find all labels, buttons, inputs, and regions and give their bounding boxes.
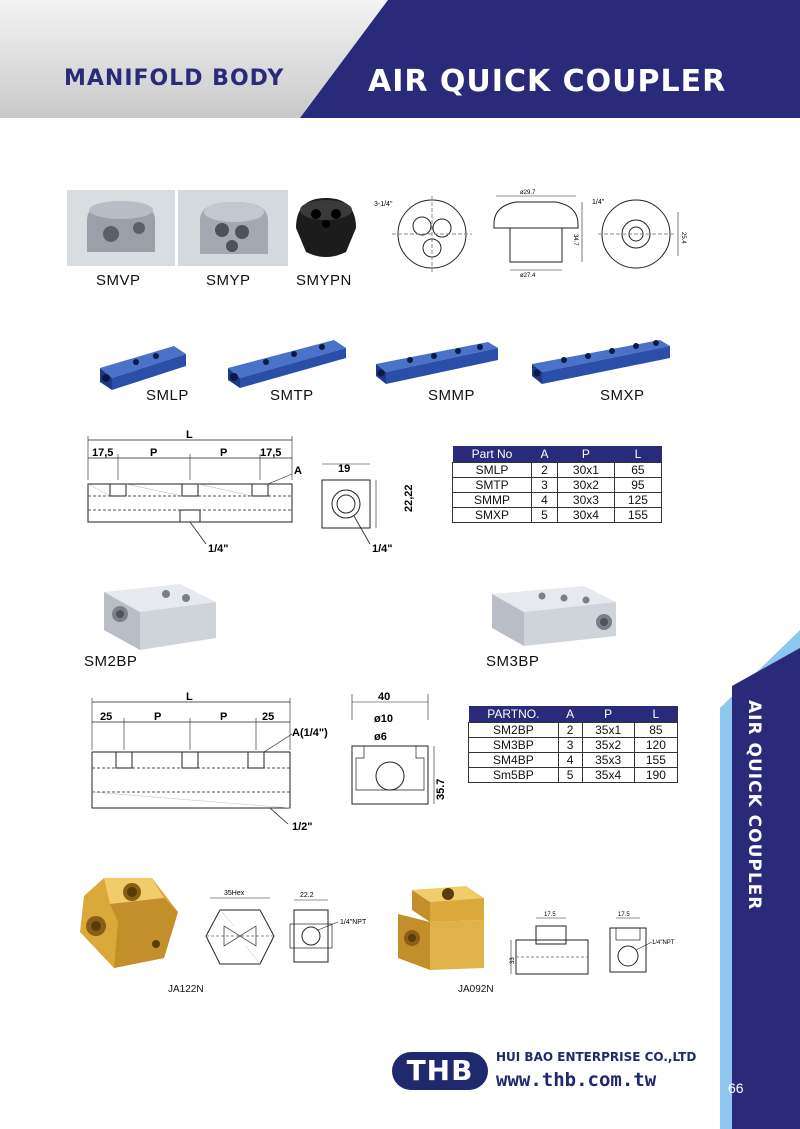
dim-25-4: 25.4 bbox=[680, 232, 686, 244]
smlp-spec-table bbox=[452, 446, 662, 523]
dim-npt: 1/4"NPT bbox=[340, 919, 367, 926]
table-cell: SMXP bbox=[453, 508, 532, 523]
table-cell: SM4BP bbox=[469, 753, 559, 768]
table-header: P bbox=[582, 706, 634, 723]
dim-33: 33 bbox=[510, 957, 516, 964]
dim-L: L bbox=[186, 691, 193, 703]
dim-A: A bbox=[294, 465, 302, 477]
dim-d6: ø6 bbox=[374, 731, 387, 743]
website-url[interactable]: www.thb.com.tw bbox=[496, 1069, 657, 1091]
table-cell: 30x1 bbox=[558, 463, 615, 478]
header-gray-panel bbox=[0, 0, 800, 118]
table-header: P bbox=[558, 446, 615, 463]
product-label-smtp: SMTP bbox=[270, 387, 314, 404]
product-label-smmp: SMMP bbox=[428, 387, 475, 404]
table-cell: 190 bbox=[634, 768, 677, 783]
product-label-smyp: SMYP bbox=[206, 272, 251, 289]
dim-port-end: 1/4" bbox=[372, 543, 393, 555]
dim-edge-left: 25 bbox=[100, 711, 113, 723]
dim-22-2: 22.2 bbox=[300, 892, 314, 899]
manifold-side-drawing bbox=[80, 428, 320, 558]
sm2bp-photo bbox=[100, 580, 220, 660]
table-row bbox=[469, 768, 678, 783]
dim-port: 1/4" bbox=[208, 543, 229, 555]
table-cell: 35x2 bbox=[582, 738, 634, 753]
smyp-side-view-drawing bbox=[486, 188, 586, 278]
table-cell: 5 bbox=[558, 768, 582, 783]
table-header: A bbox=[532, 446, 558, 463]
table-cell: 120 bbox=[634, 738, 677, 753]
smypn-photo bbox=[286, 188, 366, 268]
product-label-smypn: SMYPN bbox=[296, 272, 352, 289]
smvp-top-view-drawing bbox=[592, 192, 692, 276]
product-label-sm2bp: SM2BP bbox=[84, 653, 138, 670]
sm-bp-side-drawing bbox=[80, 690, 340, 840]
dim-height: 35.7 bbox=[435, 778, 447, 800]
table-row bbox=[469, 753, 678, 768]
ja092n-photo bbox=[396, 880, 488, 980]
page-number: 66 bbox=[728, 1080, 744, 1096]
table-header: Part No bbox=[453, 446, 532, 463]
table-cell: 4 bbox=[558, 753, 582, 768]
dim-34-7: 34.7 bbox=[572, 234, 578, 246]
table-cell: 65 bbox=[614, 463, 661, 478]
table-header: PARTNO. bbox=[469, 706, 559, 723]
table-cell: 3 bbox=[532, 478, 558, 493]
dim-1-4: 1/4" bbox=[592, 199, 605, 206]
table-header: A bbox=[558, 706, 582, 723]
sm-bp-spec-table bbox=[468, 706, 678, 783]
dim-edge-left: 17,5 bbox=[92, 447, 114, 459]
ja122n-photo bbox=[74, 872, 184, 978]
smyp-top-view-drawing bbox=[372, 190, 482, 276]
dim-17-5-a: 17.5 bbox=[544, 912, 556, 918]
dim-35hex: 35Hex bbox=[224, 890, 245, 897]
manifold-end-drawing bbox=[318, 456, 418, 556]
dim-npt-2: 1/4"NPT bbox=[652, 940, 675, 946]
table-cell: 4 bbox=[532, 493, 558, 508]
dim-edge-right: 25 bbox=[262, 711, 275, 723]
smvp-photo bbox=[67, 190, 175, 266]
ja092n-front-drawing bbox=[508, 910, 598, 980]
product-label-ja122n: JA122N bbox=[168, 984, 204, 995]
dim-27-4: ø27.4 bbox=[520, 273, 536, 279]
smyp-photo bbox=[178, 190, 288, 266]
thb-logo: THB bbox=[392, 1052, 488, 1090]
table-cell: 35x1 bbox=[582, 723, 634, 738]
dim-L: L bbox=[186, 429, 193, 441]
table-cell: 3 bbox=[558, 738, 582, 753]
table-cell: 35x3 bbox=[582, 753, 634, 768]
product-label-smxp: SMXP bbox=[600, 387, 645, 404]
dim-port: 1/2" bbox=[292, 821, 313, 833]
smmp-photo bbox=[370, 334, 504, 390]
table-cell: SMTP bbox=[453, 478, 532, 493]
dim-pitch-2: P bbox=[220, 711, 228, 723]
dim-17-5-b: 17.5 bbox=[618, 912, 630, 918]
dim-pitch-2: P bbox=[220, 447, 228, 459]
company-name: HUI BAO ENTERPRISE CO.,LTD bbox=[496, 1050, 697, 1064]
table-row bbox=[453, 478, 662, 493]
dim-d10: ø10 bbox=[374, 713, 393, 725]
product-label-sm3bp: SM3BP bbox=[486, 653, 540, 670]
table-cell: SMLP bbox=[453, 463, 532, 478]
table-cell: 30x2 bbox=[558, 478, 615, 493]
dim-A: A(1/4") bbox=[292, 727, 328, 739]
table-cell: 155 bbox=[614, 508, 661, 523]
table-cell: 155 bbox=[634, 753, 677, 768]
table-header: L bbox=[634, 706, 677, 723]
table-row bbox=[453, 463, 662, 478]
section-title: MANIFOLD BODY bbox=[64, 66, 285, 91]
table-cell: 2 bbox=[532, 463, 558, 478]
smlp-photo bbox=[94, 338, 190, 394]
table-row bbox=[469, 723, 678, 738]
dim-pitch-1: P bbox=[150, 447, 158, 459]
page-title: AIR QUICK COUPLER bbox=[368, 64, 727, 99]
table-row bbox=[453, 508, 662, 523]
sm3bp-photo bbox=[488, 584, 620, 660]
table-cell: SM2BP bbox=[469, 723, 559, 738]
table-cell: 5 bbox=[532, 508, 558, 523]
table-cell: SMMP bbox=[453, 493, 532, 508]
dim-height: 22,22 bbox=[403, 484, 415, 512]
dim-29-7: ø29.7 bbox=[520, 190, 536, 196]
table-header: L bbox=[614, 446, 661, 463]
product-label-smvp: SMVP bbox=[96, 272, 141, 289]
table-cell: SM3BP bbox=[469, 738, 559, 753]
ja122n-hex-drawing bbox=[200, 886, 280, 978]
table-cell: 95 bbox=[614, 478, 661, 493]
ja092n-side-drawing bbox=[604, 910, 690, 980]
product-label-smlp: SMLP bbox=[146, 387, 189, 404]
table-row bbox=[453, 493, 662, 508]
table-cell: 35x4 bbox=[582, 768, 634, 783]
smxp-photo bbox=[526, 334, 676, 390]
dim-edge-right: 17,5 bbox=[260, 447, 282, 459]
smtp-photo bbox=[222, 332, 352, 392]
table-cell: 2 bbox=[558, 723, 582, 738]
dim-width: 19 bbox=[338, 463, 351, 475]
ja122n-side-drawing bbox=[286, 886, 386, 978]
dim-3-1-4: 3-1/4" bbox=[374, 201, 393, 208]
dim-pitch-1: P bbox=[154, 711, 162, 723]
sm-bp-end-drawing bbox=[344, 690, 447, 820]
product-label-ja092n: JA092N bbox=[458, 984, 494, 995]
table-cell: Sm5BP bbox=[469, 768, 559, 783]
dim-width: 40 bbox=[378, 691, 391, 703]
side-tab-label: AIR QUICK COUPLER bbox=[744, 700, 764, 911]
table-cell: 125 bbox=[614, 493, 661, 508]
table-cell: 30x4 bbox=[558, 508, 615, 523]
table-cell: 30x3 bbox=[558, 493, 615, 508]
table-row bbox=[469, 738, 678, 753]
table-cell: 85 bbox=[634, 723, 677, 738]
